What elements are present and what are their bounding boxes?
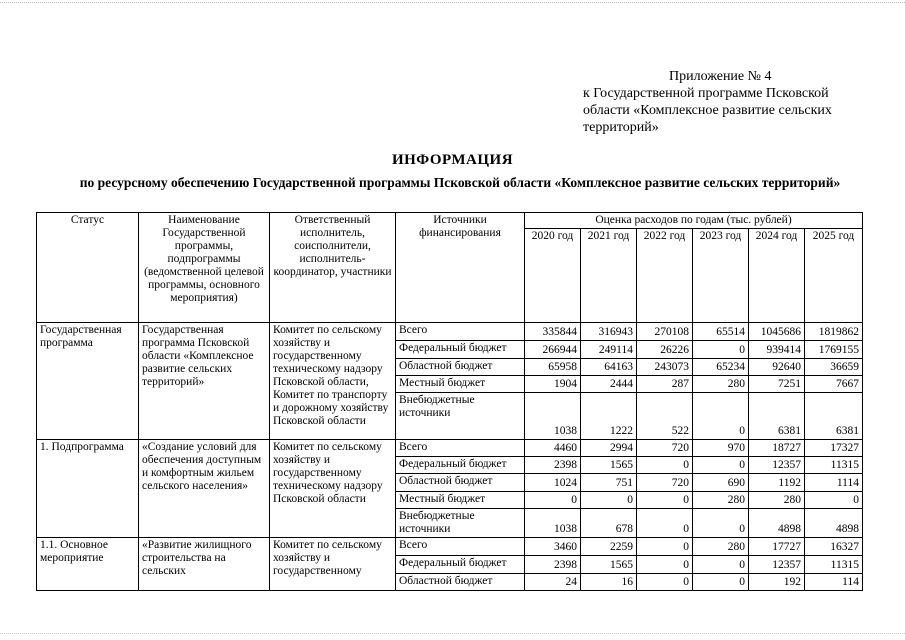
cell-value: 0 — [693, 574, 749, 591]
cell-value: 0 — [525, 492, 581, 509]
header-executor: Ответственный исполнитель, соисполнители, исполнитель-координатор, участники — [270, 213, 396, 323]
cell-name: «Развитие жилищного строительства на сельских — [139, 538, 270, 591]
cell-value: 1222 — [581, 393, 637, 440]
cell-value: 0 — [637, 556, 693, 574]
cell-value: 270108 — [637, 323, 693, 341]
cell-value: 192 — [749, 574, 805, 591]
cell-value: 36659 — [805, 359, 863, 376]
cell-source: Местный бюджет — [396, 376, 525, 393]
cell-value: 2398 — [525, 556, 581, 574]
cell-value: 64163 — [581, 359, 637, 376]
cell-value: 16 — [581, 574, 637, 591]
cell-value: 92640 — [749, 359, 805, 376]
cell-value: 1045686 — [749, 323, 805, 341]
cell-value: 11315 — [805, 457, 863, 474]
cell-value: 4898 — [749, 509, 805, 538]
header-year: 2022 год — [637, 229, 693, 323]
cell-value: 0 — [637, 538, 693, 556]
cell-value: 0 — [581, 492, 637, 509]
cell-value: 2259 — [581, 538, 637, 556]
cell-value: 1192 — [749, 474, 805, 492]
appendix-number: Приложение № 4 — [669, 69, 772, 84]
cell-value: 3460 — [525, 538, 581, 556]
cell-value: 7251 — [749, 376, 805, 393]
cell-source: Областной бюджет — [396, 474, 525, 492]
cell-value: 970 — [693, 440, 749, 457]
appendix-note — [583, 68, 873, 136]
appendix-line: к Государственной программе Псковской — [583, 86, 829, 101]
cell-source: Федеральный бюджет — [396, 556, 525, 574]
cell-source: Федеральный бюджет — [396, 341, 525, 359]
cell-value: 114 — [805, 574, 863, 591]
cell-value: 0 — [693, 457, 749, 474]
cell-value: 0 — [693, 341, 749, 359]
cell-value: 1038 — [525, 393, 581, 440]
appendix-line: территорий» — [583, 120, 659, 135]
cell-value: 0 — [693, 556, 749, 574]
cell-source: Всего — [396, 538, 525, 556]
cell-status: 1.1. Основное мероприятие — [37, 538, 139, 591]
cell-value: 1114 — [805, 474, 863, 492]
cell-value: 6381 — [749, 393, 805, 440]
cell-value: 1038 — [525, 509, 581, 538]
cell-source: Местный бюджет — [396, 492, 525, 509]
header-year: 2025 год — [805, 229, 863, 323]
cell-value: 1024 — [525, 474, 581, 492]
header-name: Наименование Государственной программы, подпрограммы (ведомственной целевой программы, основного мероприятия) — [139, 213, 270, 323]
cell-value: 0 — [637, 574, 693, 591]
cell-value: 266944 — [525, 341, 581, 359]
cell-value: 720 — [637, 474, 693, 492]
header-year: 2020 год — [525, 229, 581, 323]
cell-executor: Комитет по сельскому хозяйству и государственному техническому надзору Псковской области — [270, 440, 396, 538]
header-estimate: Оценка расходов по годам (тыс. рублей) — [525, 213, 863, 229]
cell-value: 0 — [805, 492, 863, 509]
cell-source: Внебюджетные источники — [396, 509, 525, 538]
cell-source: Всего — [396, 440, 525, 457]
cell-value: 7667 — [805, 376, 863, 393]
header-sources: Источники финансирования — [396, 213, 525, 323]
cell-value: 16327 — [805, 538, 863, 556]
header-year: 2023 год — [693, 229, 749, 323]
cell-name: Государственная программа Псковской области «Комплексное развитие сельских территорий» — [139, 323, 270, 440]
cell-value: 12357 — [749, 556, 805, 574]
cell-executor: Комитет по сельскому хозяйству и государственному техническому надзору Псковской области, Комитет по транспорту и дорожному хозяйству Псковской области — [270, 323, 396, 440]
cell-value: 690 — [693, 474, 749, 492]
cell-source: Областной бюджет — [396, 359, 525, 376]
cell-value: 522 — [637, 393, 693, 440]
cell-value: 1565 — [581, 457, 637, 474]
cell-value: 11315 — [805, 556, 863, 574]
cell-status: 1. Подпрограмма — [37, 440, 139, 538]
cell-value: 4898 — [805, 509, 863, 538]
scan-edge-bottom — [0, 633, 905, 636]
cell-value: 0 — [637, 509, 693, 538]
cell-value: 243073 — [637, 359, 693, 376]
cell-value: 65234 — [693, 359, 749, 376]
appendix-line: области «Комплексное развитие сельских — [583, 103, 832, 118]
cell-value: 0 — [693, 509, 749, 538]
cell-value: 287 — [637, 376, 693, 393]
cell-value: 0 — [637, 457, 693, 474]
cell-value: 1565 — [581, 556, 637, 574]
cell-value: 939414 — [749, 341, 805, 359]
cell-value: 18727 — [749, 440, 805, 457]
cell-value: 316943 — [581, 323, 637, 341]
cell-source: Областной бюджет — [396, 574, 525, 591]
cell-value: 678 — [581, 509, 637, 538]
cell-name: «Создание условий для обеспечения доступным и комфортным жильем сельского населения» — [139, 440, 270, 538]
cell-value: 751 — [581, 474, 637, 492]
cell-value: 26226 — [637, 341, 693, 359]
header-status: Статус — [37, 213, 139, 323]
cell-value: 65958 — [525, 359, 581, 376]
cell-value: 1819862 — [805, 323, 863, 341]
table-body — [37, 323, 863, 591]
cell-value: 2994 — [581, 440, 637, 457]
scan-edge-top — [0, 2, 905, 5]
cell-value: 280 — [749, 492, 805, 509]
cell-value: 280 — [693, 538, 749, 556]
cell-source: Федеральный бюджет — [396, 457, 525, 474]
document-title: ИНФОРМАЦИЯ — [391, 152, 514, 168]
table-row — [37, 538, 863, 556]
cell-value: 280 — [693, 492, 749, 509]
cell-value: 4460 — [525, 440, 581, 457]
cell-value: 249114 — [581, 341, 637, 359]
cell-executor: Комитет по сельскому хозяйству и государственному — [270, 538, 396, 591]
cell-value: 24 — [525, 574, 581, 591]
cell-value: 0 — [637, 492, 693, 509]
document-subtitle: по ресурсному обеспечению Государственной программы Псковской области «Комплексное развитие сельских территорий» — [79, 175, 841, 190]
cell-value: 2444 — [581, 376, 637, 393]
cell-status: Государственная программа — [37, 323, 139, 440]
cell-value: 2398 — [525, 457, 581, 474]
cell-value: 65514 — [693, 323, 749, 341]
table-row — [37, 323, 863, 341]
cell-value: 17327 — [805, 440, 863, 457]
table-row — [37, 440, 863, 457]
cell-value: 12357 — [749, 457, 805, 474]
resource-table — [36, 212, 863, 591]
header-year: 2024 год — [749, 229, 805, 323]
cell-value: 280 — [693, 376, 749, 393]
cell-source: Всего — [396, 323, 525, 341]
cell-value: 335844 — [525, 323, 581, 341]
cell-value: 1904 — [525, 376, 581, 393]
cell-source: Внебюджетные источники — [396, 393, 525, 440]
cell-value: 720 — [637, 440, 693, 457]
cell-value: 0 — [693, 393, 749, 440]
cell-value: 6381 — [805, 393, 863, 440]
header-year: 2021 год — [581, 229, 637, 323]
cell-value: 17727 — [749, 538, 805, 556]
cell-value: 1769155 — [805, 341, 863, 359]
